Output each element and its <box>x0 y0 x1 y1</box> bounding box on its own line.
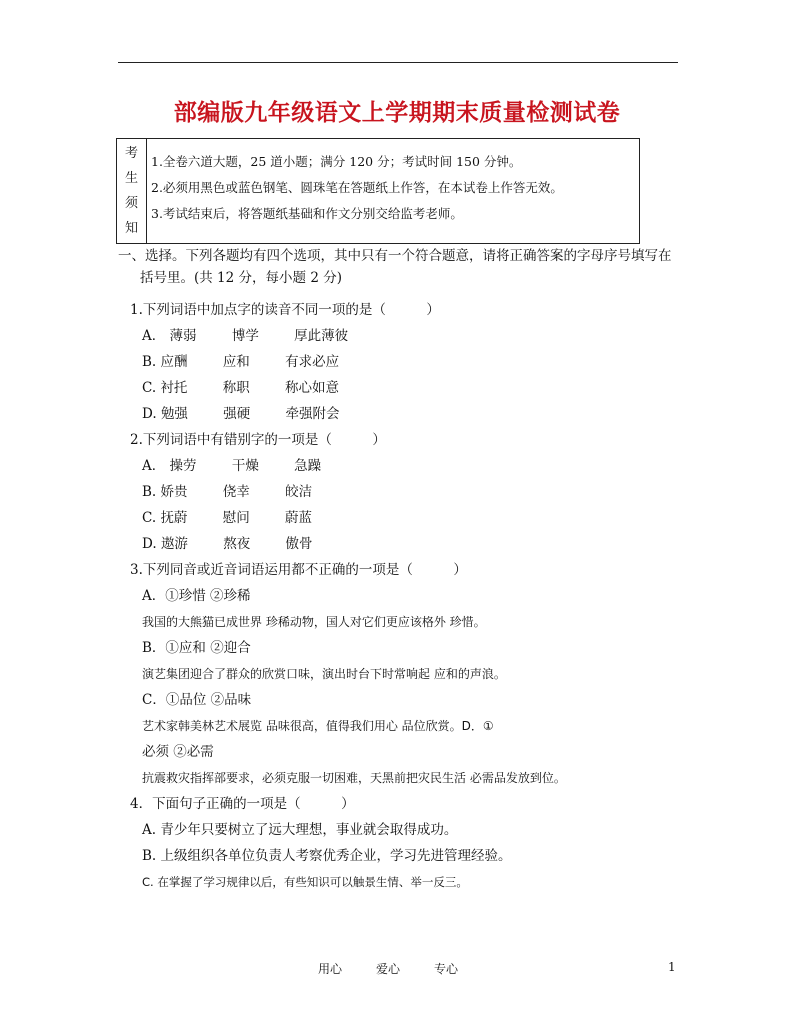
question-2-option-a: A． 操劳 干燥 急躁 <box>142 458 322 474</box>
question-1-option-d: D. 勉强 强硬 牵强附会 <box>142 406 340 422</box>
exam-notice-box <box>116 138 640 244</box>
footer-motto-word: 爱心 <box>375 962 400 976</box>
footer-motto <box>318 960 458 977</box>
notice-items <box>147 139 639 243</box>
footer-motto-word: 专心 <box>433 962 458 976</box>
notice-label-char: 考 <box>124 145 138 161</box>
question-1-stem: 1.下列词语中加点字的读音不同一项的是（ ） <box>130 302 440 318</box>
question-3-stem: 3.下列同音或近音词语运用都不正确的一项是（ ） <box>130 562 467 578</box>
question-3-option-a-text: 我国的大熊猫已成世界 珍稀动物，国人对它们更应该格外 珍惜。 <box>142 615 486 629</box>
page-number: 1 <box>668 960 676 974</box>
question-4-option-c: C. 在掌握了学习规律以后，有些知识可以触景生情、举一反三。 <box>142 875 468 889</box>
question-2-stem: 2.下列词语中有错别字的一项是（ ） <box>130 432 386 448</box>
question-4-option-a: A. 青少年只要树立了远大理想，事业就会取得成功。 <box>142 822 458 838</box>
header-rule <box>118 62 678 63</box>
question-3-option-c: C．①品位 ②品味 <box>142 692 252 708</box>
footer-motto-word: 用心 <box>318 962 343 976</box>
notice-label-char: 生 <box>124 170 138 186</box>
question-2-option-b: B. 娇贵 侥幸 皎洁 <box>142 484 313 500</box>
question-3-option-d-text: 抗震救灾指挥部要求，必须克服一切困难，天黑前把灾民生活 必需品发放到位。 <box>142 771 566 785</box>
question-3-option-c-text: 艺术家韩美林艺术展览 品味很高，值得我们用心 品位欣赏。D．① <box>142 719 494 733</box>
question-3-option-a: A．①珍惜 ②珍稀 <box>142 588 251 604</box>
question-3-option-b: B．①应和 ②迎合 <box>142 640 251 656</box>
notice-item: 1.全卷六道大题，25 道小题；满分 120 分；考试时间 150 分钟。 <box>151 154 522 169</box>
section-heading: 一、选择。下列各题均有四个选项，其中只有一个符合题意，请将正确答案的字母序号填写在 <box>118 248 672 264</box>
notice-label <box>117 139 147 243</box>
question-1-option-a: A． 薄弱 博学 厚此薄彼 <box>142 328 349 344</box>
section-heading-cont: 括号里。(共 12 分，每小题 2 分) <box>140 270 342 286</box>
question-1-option-c: C. 衬托 称职 称心如意 <box>142 380 340 396</box>
question-2-option-d: D. 遨游 熬夜 傲骨 <box>142 536 313 552</box>
notice-label-char: 须 <box>124 195 138 211</box>
notice-item: 3.考试结束后，将答题纸基础和作文分别交给监考老师。 <box>151 206 463 221</box>
notice-label-char: 知 <box>124 220 138 236</box>
question-4-option-b: B. 上级组织各单位负责人考察优秀企业，学习先进管理经验。 <box>142 848 512 864</box>
page-title: 部编版九年级语文上学期期末质量检测试卷 <box>173 100 621 126</box>
question-3-option-d: 必须 ②必需 <box>142 744 214 760</box>
exam-content <box>118 245 688 895</box>
question-4-stem: 4．下面句子正确的一项是（ ） <box>130 796 355 812</box>
question-1-option-b: B. 应酬 应和 有求必应 <box>142 354 340 370</box>
notice-item: 2.必须用黑色或蓝色钢笔、圆珠笔在答题纸上作答，在本试卷上作答无效。 <box>151 180 563 195</box>
question-2-option-c: C. 抚蔚 慰问 蔚蓝 <box>142 510 313 526</box>
question-3-option-b-text: 演艺集团迎合了群众的欣赏口味，演出时台下时常响起 应和的声浪。 <box>142 667 506 681</box>
